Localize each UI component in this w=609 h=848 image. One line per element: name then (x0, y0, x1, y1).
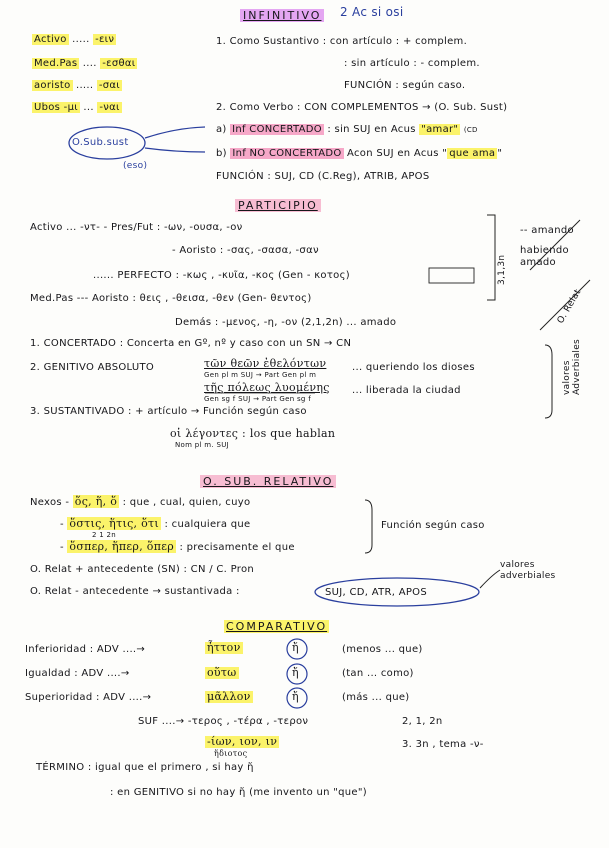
comp-i3-greek: μᾶλλον (207, 690, 251, 703)
part-c2-trans2: ... liberada la ciudad (352, 385, 461, 396)
rel-n3: - ὅσπερ, ἥπερ, ὅπερ : precisamente el que (60, 540, 295, 553)
part-c2-greek1: τῶν θεῶν ἐθελόντων (204, 357, 327, 370)
verbo-head: 2. Como Verbo : CON COMPLEMENTOS → (O. Sub. Sust) (216, 102, 508, 113)
comp-i2-greek: οὕτω (207, 666, 237, 679)
rel-l2: O. Relat - antecedente → sustantivada : (30, 586, 240, 597)
part-row-4: Med.Pas --- Aoristo : θεις , -θεισα, -θεν (Gen- θεντος) (30, 293, 312, 304)
sust-2: : sin artículo : - complem. (344, 58, 480, 69)
comp-eta: ἤ (292, 641, 299, 654)
rel-l2b: SUJ, CD, ATR, APOS (325, 587, 427, 598)
comp-eta: ἤ (292, 690, 299, 703)
comp-termino-2: : en GENITIVO si no hay ἤ (me invento un "que") (110, 787, 367, 798)
part-c2-greek2: τῆς πόλεως λυομένης (204, 381, 330, 394)
part-row-2: - Aoristo : -σας, -σασα, -σαν (172, 245, 319, 256)
sust-3: FUNCIÓN : según caso. (344, 80, 466, 91)
part-c3b: οἱ λέγοντες : los que hablan (170, 427, 336, 440)
comp-suf: SUF ....→ -τερος , -τέρα , -τερον (138, 716, 309, 727)
tense-row: Ubos -μι ... -ναι (34, 102, 120, 113)
side-relat: O. Relat (555, 287, 584, 326)
comp-suf2: -ίων, ιον, ιν (207, 735, 278, 748)
rel-brace-label: Función según caso (381, 520, 485, 531)
section-title-relativo: O. SUB. RELATIVO (200, 476, 336, 488)
section-title-comparativo: COMPARATIVO (226, 620, 328, 633)
connector-a (145, 127, 205, 138)
part-c3b-sub: Nom pl m. SUJ (175, 441, 229, 449)
part-row-5: Demás : -μενος, -η, -ον (2,1,2n) ... amado (175, 317, 397, 328)
bubble-label: O.Sub.sust (72, 137, 129, 148)
section-title-infinitivo: INFINITIVO (240, 10, 324, 22)
comp-suf2-sub: ἥδιοτος (214, 749, 248, 758)
valores-adverbiales: valores Adverbiales (562, 338, 582, 395)
comp-i1-greek: ἧττον (207, 641, 241, 654)
inf-tag: 2 Ac si osi (340, 5, 404, 19)
comp-eta: ἤ (292, 666, 299, 679)
connector-b (145, 148, 205, 152)
tense-row: Med.Pas .... -εσθαι (34, 58, 136, 69)
tense-row: Activo ..... -ειν (34, 34, 115, 45)
comp-i1-es: (menos ... que) (342, 644, 423, 655)
tense-row: aoristo ..... -σαι (34, 80, 120, 91)
comp-suf-n: 2, 1, 2n (402, 716, 443, 727)
rel-n1: Nexos - ὅς, ἥ, ὅ : que , cual, quien, cuyo (30, 495, 251, 508)
participio-bracket (487, 215, 495, 300)
side-amando: -- amando (520, 225, 574, 236)
section-title-participio: PARTICIPIO (235, 200, 321, 212)
sust-head: 1. Como Sustantivo : con artículo : + complem. (216, 36, 468, 47)
comp-i2: Igualdad : ADV ....→ (25, 668, 130, 679)
part-c2-sub2: Gen sg f SUJ → Part Gen sg f (204, 395, 311, 403)
relativo-brace (365, 500, 372, 553)
rel-l1: O. Relat + antecedente (SN) : CN / C. Pron (30, 564, 255, 575)
rel-n2-nums: 2 1 2n (92, 531, 117, 539)
bubble-eso: (eso) (123, 161, 148, 171)
part-c2: 2. GENITIVO ABSOLUTO (30, 362, 155, 373)
part-row-3: ...... PERFECTO : -κως , -κυῖα, -κος (Gen - κοτος) (93, 270, 350, 281)
funcion: FUNCIÓN : SUJ, CD (C.Reg), ATRIB, APOS (216, 171, 430, 182)
part-row-1: Activo ... -ντ- - Pres/Fut : -ων, -ουσα, -ον (30, 222, 243, 233)
kotos-box (429, 268, 474, 283)
verbo-a: a) Inf CONCERTADO : sin SUJ en Acus "amar" (CD (216, 124, 478, 135)
valores-brace (545, 345, 552, 418)
comp-i3: Superioridad : ADV ....→ (25, 692, 152, 703)
comp-suf2-n: 3. 3n , tema -ν- (402, 739, 484, 750)
comp-termino-1: TÉRMINO : igual que el primero , si hay ἤ (36, 762, 254, 773)
comp-i1: Inferioridad : ADV ....→ (25, 644, 146, 655)
rel-valores: valores adverbiales (500, 560, 556, 581)
comp-i2-es: (tan ... como) (342, 668, 414, 679)
part-c3: 3. SUSTANTIVADO : + artículo → Función según caso (30, 406, 307, 417)
part-c2-sub1: Gen pl m SUJ → Part Gen pl m (204, 371, 317, 379)
rel-n2: - ὅστις, ἥτις, ὅτι : cualquiera que (60, 517, 251, 530)
part-c1: 1. CONCERTADO : Concerta en Gº, nº y caso con un SN → CN (30, 338, 352, 349)
side-habiendo: habiendo amado (520, 245, 569, 268)
verbo-b: b) Inf NO CONCERTADO Acon SUJ en Acus " que ama " (216, 148, 503, 159)
part-c2-trans1: ... queriendo los dioses (352, 362, 475, 373)
side-num: 3,1,3n (497, 254, 507, 285)
comp-i3-es: (más ... que) (342, 692, 410, 703)
